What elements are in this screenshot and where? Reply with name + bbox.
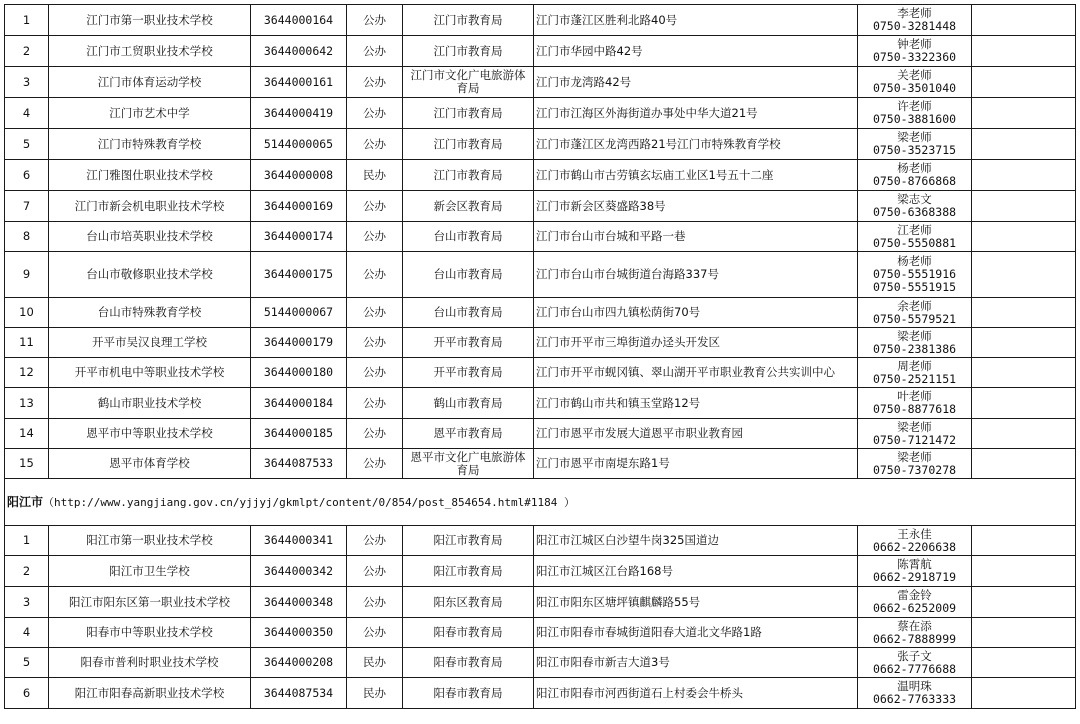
- contact-phone: 0750-3523715: [872, 143, 957, 157]
- yangjiang-table-body: [5, 526, 1076, 709]
- school-name: 恩平市中等职业技术学校: [49, 419, 251, 449]
- row-number: 5: [5, 129, 49, 160]
- contact-phone: 0662-2206638: [872, 539, 957, 554]
- school-address: 阳江市江城区江台路168号: [534, 556, 858, 587]
- school-address: 江门市新会区葵盛路38号: [534, 191, 858, 222]
- school-name: 阳江市阳春高新职业技术学校: [49, 678, 251, 709]
- authority: 阳春市教育局: [403, 678, 534, 709]
- contact-phone: 0662-7888999: [872, 631, 957, 646]
- school-type: 公办: [347, 556, 403, 587]
- school-address: 阳江市阳春市春城街道阳春大道北文华路1路: [534, 618, 858, 648]
- remark: [972, 222, 1076, 252]
- school-name: 台山市特殊教育学校: [49, 298, 251, 328]
- row-number: 15: [5, 449, 49, 479]
- section-header: [5, 479, 1076, 526]
- school-name: 台山市敬修职业技术学校: [49, 252, 251, 298]
- contact: [858, 98, 972, 129]
- table-row: [5, 648, 1076, 678]
- school-address: 阳江市阳东区塘坪镇麒麟路55号: [534, 587, 858, 618]
- contact-phone: 0750-3281448: [872, 19, 957, 33]
- school-type: 民办: [347, 678, 403, 709]
- school-code: 3644087533: [251, 449, 347, 479]
- school-code: 3644000642: [251, 36, 347, 67]
- school-type: 公办: [347, 98, 403, 129]
- contact: [858, 678, 972, 709]
- section-url[interactable]: （http://www.yangjiang.gov.cn/yjjyj/gkmlpt/content/0/854/post_854654.html#1184 ）: [43, 495, 575, 509]
- school-type: 民办: [347, 160, 403, 191]
- jiangmen-table-body: [5, 5, 1076, 479]
- remark: [972, 160, 1076, 191]
- table-row: [5, 222, 1076, 252]
- yangjiang-section: [5, 479, 1076, 526]
- table-row: [5, 252, 1076, 298]
- contact-person: 王永佳: [897, 526, 932, 541]
- school-name: 阳春市中等职业技术学校: [49, 618, 251, 648]
- school-address: 阳江市阳春市河西街道石上村委会牛桥头: [534, 678, 858, 709]
- remark: [972, 67, 1076, 98]
- table-row: [5, 358, 1076, 388]
- contact: [858, 160, 972, 191]
- school-type: 公办: [347, 388, 403, 419]
- contact-person: 梁老师: [897, 130, 932, 144]
- remark: [972, 5, 1076, 36]
- contact-person: 蔡在添: [897, 618, 932, 633]
- school-name: 江门市第一职业技术学校: [49, 5, 251, 36]
- remark: [972, 191, 1076, 222]
- contact-phone: 0750-3501040: [872, 81, 957, 95]
- school-type: 公办: [347, 587, 403, 618]
- school-address: 江门市恩平市发展大道恩平市职业教育园: [534, 419, 858, 449]
- school-code: 3644000169: [251, 191, 347, 222]
- table-row: [5, 129, 1076, 160]
- school-code: 3644000180: [251, 358, 347, 388]
- school-name: 开平市机电中等职业技术学校: [49, 358, 251, 388]
- school-address: 江门市蓬江区龙湾西路21号江门市特殊教育学校: [534, 129, 858, 160]
- contact-phone: 0750-5550881: [872, 235, 957, 250]
- school-type: 公办: [347, 298, 403, 328]
- contact: [858, 252, 972, 298]
- authority: 阳江市教育局: [403, 556, 534, 587]
- school-code: 3644000179: [251, 328, 347, 358]
- contact-person: 张子文: [897, 648, 932, 663]
- contact-person: 关老师: [897, 68, 932, 82]
- remark: [972, 98, 1076, 129]
- school-name: 江门雅图仕职业技术学校: [49, 160, 251, 191]
- school-code: 3644000350: [251, 618, 347, 648]
- school-code: 5144000067: [251, 298, 347, 328]
- school-name: 鹤山市职业技术学校: [49, 388, 251, 419]
- contact-person: 杨老师: [897, 161, 932, 175]
- table-row: [5, 98, 1076, 129]
- remark: [972, 648, 1076, 678]
- school-name: 阳江市阳东区第一职业技术学校: [49, 587, 251, 618]
- row-number: 3: [5, 587, 49, 618]
- contact: [858, 587, 972, 618]
- authority: 恩平市文化广电旅游体育局: [403, 449, 534, 479]
- contact-person: 梁老师: [897, 328, 932, 343]
- contact-phone: 0750-5551916: [872, 267, 957, 281]
- row-number: 10: [5, 298, 49, 328]
- school-code: 3644087534: [251, 678, 347, 709]
- authority: 江门市教育局: [403, 5, 534, 36]
- remark: [972, 526, 1076, 556]
- contact: [858, 526, 972, 556]
- contact-phone: 0750-3322360: [872, 50, 957, 64]
- school-code: 3644000342: [251, 556, 347, 587]
- school-code: 5144000065: [251, 129, 347, 160]
- school-address: 阳江市阳春市新吉大道3号: [534, 648, 858, 678]
- school-address: 江门市台山市台城街道台海路337号: [534, 252, 858, 298]
- school-type: 公办: [347, 252, 403, 298]
- contact-phone: 0750-6368388: [872, 205, 957, 219]
- row-number: 7: [5, 191, 49, 222]
- contact-phone: 0662-2918719: [872, 570, 957, 584]
- school-code: 3644000348: [251, 587, 347, 618]
- school-name: 阳春市普利时职业技术学校: [49, 648, 251, 678]
- authority: 开平市教育局: [403, 358, 534, 388]
- school-code: 3644000174: [251, 222, 347, 252]
- contact-person: 钟老师: [897, 37, 932, 51]
- remark: [972, 618, 1076, 648]
- remark: [972, 358, 1076, 388]
- remark: [972, 328, 1076, 358]
- school-address: 江门市鹤山市共和镇玉堂路12号: [534, 388, 858, 419]
- school-code: 3644000175: [251, 252, 347, 298]
- row-number: 13: [5, 388, 49, 419]
- contact: [858, 328, 972, 358]
- school-type: 民办: [347, 648, 403, 678]
- authority: 台山市教育局: [403, 252, 534, 298]
- section-city: 阳江市: [7, 494, 44, 509]
- contact-phone: 0750-7370278: [872, 462, 957, 477]
- contact: [858, 129, 972, 160]
- school-name: 江门市艺术中学: [49, 98, 251, 129]
- school-type: 公办: [347, 526, 403, 556]
- contact-person: 江老师: [897, 222, 932, 237]
- contact-person: 杨老师: [897, 254, 932, 268]
- authority: 阳江市教育局: [403, 526, 534, 556]
- table-row: [5, 5, 1076, 36]
- remark: [972, 419, 1076, 449]
- school-address: 江门市鹤山市古劳镇玄坛庙工业区1号五十二座: [534, 160, 858, 191]
- section-header-row: [5, 479, 1076, 526]
- school-address: 江门市蓬江区胜利北路40号: [534, 5, 858, 36]
- contact-person: 周老师: [897, 358, 932, 373]
- school-address: 江门市台山市四九镇松荫街70号: [534, 298, 858, 328]
- school-name: 江门市体育运动学校: [49, 67, 251, 98]
- authority: 台山市教育局: [403, 298, 534, 328]
- authority: 开平市教育局: [403, 328, 534, 358]
- remark: [972, 388, 1076, 419]
- contact-phone-secondary: 0750-5551915: [872, 280, 957, 294]
- row-number: 6: [5, 160, 49, 191]
- authority: 江门市教育局: [403, 36, 534, 67]
- authority: 阳春市教育局: [403, 648, 534, 678]
- school-code: 3644000161: [251, 67, 347, 98]
- school-name: 江门市新会机电职业技术学校: [49, 191, 251, 222]
- table-row: [5, 449, 1076, 479]
- school-name: 江门市工贸职业技术学校: [49, 36, 251, 67]
- contact-phone: 0750-8877618: [872, 402, 957, 416]
- school-table: [4, 4, 1076, 709]
- school-code: 3644000341: [251, 526, 347, 556]
- table-row: [5, 388, 1076, 419]
- contact-person: 李老师: [897, 6, 932, 20]
- school-address: 江门市江海区外海街道办事处中华大道21号: [534, 98, 858, 129]
- table-row: [5, 328, 1076, 358]
- remark: [972, 36, 1076, 67]
- authority: 阳东区教育局: [403, 587, 534, 618]
- row-number: 2: [5, 556, 49, 587]
- school-code: 3644000419: [251, 98, 347, 129]
- school-code: 3644000008: [251, 160, 347, 191]
- school-type: 公办: [347, 222, 403, 252]
- authority: 江门市文化广电旅游体育局: [403, 67, 534, 98]
- contact-person: 余老师: [897, 298, 932, 313]
- contact-person: 梁老师: [897, 449, 932, 464]
- remark: [972, 678, 1076, 709]
- table-row: [5, 160, 1076, 191]
- contact-phone: 0662-7776688: [872, 661, 957, 676]
- row-number: 3: [5, 67, 49, 98]
- school-type: 公办: [347, 449, 403, 479]
- school-address: 阳江市江城区白沙望牛岗325国道边: [534, 526, 858, 556]
- table-row: [5, 419, 1076, 449]
- row-number: 6: [5, 678, 49, 709]
- contact: [858, 67, 972, 98]
- school-type: 公办: [347, 129, 403, 160]
- contact: [858, 618, 972, 648]
- table-row: [5, 678, 1076, 709]
- row-number: 14: [5, 419, 49, 449]
- table-row: [5, 618, 1076, 648]
- table-row: [5, 556, 1076, 587]
- school-address: 江门市华园中路42号: [534, 36, 858, 67]
- contact-person: 梁老师: [897, 419, 932, 434]
- row-number: 1: [5, 5, 49, 36]
- table-row: [5, 191, 1076, 222]
- school-code: 3644000185: [251, 419, 347, 449]
- school-address: 江门市开平市三埠街道办迳头开发区: [534, 328, 858, 358]
- contact-person: 雷金铃: [897, 588, 932, 602]
- school-address: 江门市龙湾路42号: [534, 67, 858, 98]
- school-type: 公办: [347, 358, 403, 388]
- contact: [858, 556, 972, 587]
- contact: [858, 449, 972, 479]
- contact-person: 陈霄航: [897, 557, 932, 571]
- authority: 恩平市教育局: [403, 419, 534, 449]
- contact-phone: 0750-2521151: [872, 371, 957, 386]
- school-code: 3644000184: [251, 388, 347, 419]
- contact-phone: 0750-3881600: [872, 112, 957, 126]
- school-name: 阳江市卫生学校: [49, 556, 251, 587]
- school-name: 台山市培英职业技术学校: [49, 222, 251, 252]
- row-number: 12: [5, 358, 49, 388]
- table-row: [5, 67, 1076, 98]
- school-name: 开平市吴汉良理工学校: [49, 328, 251, 358]
- row-number: 5: [5, 648, 49, 678]
- contact-person: 许老师: [897, 99, 932, 113]
- contact: [858, 36, 972, 67]
- school-type: 公办: [347, 328, 403, 358]
- row-number: 2: [5, 36, 49, 67]
- school-type: 公办: [347, 191, 403, 222]
- authority: 阳春市教育局: [403, 618, 534, 648]
- contact: [858, 358, 972, 388]
- contact: [858, 648, 972, 678]
- school-code: 3644000164: [251, 5, 347, 36]
- contact-person: 温明珠: [897, 679, 932, 693]
- row-number: 8: [5, 222, 49, 252]
- contact-person: 梁志文: [897, 192, 932, 206]
- authority: 鹤山市教育局: [403, 388, 534, 419]
- contact-phone: 0750-8766868: [872, 174, 957, 188]
- row-number: 9: [5, 252, 49, 298]
- school-type: 公办: [347, 618, 403, 648]
- remark: [972, 298, 1076, 328]
- school-type: 公办: [347, 36, 403, 67]
- row-number: 4: [5, 618, 49, 648]
- row-number: 1: [5, 526, 49, 556]
- contact: [858, 5, 972, 36]
- table-row: [5, 298, 1076, 328]
- contact: [858, 298, 972, 328]
- contact-phone: 0662-7763333: [872, 692, 957, 706]
- school-type: 公办: [347, 419, 403, 449]
- school-type: 公办: [347, 67, 403, 98]
- remark: [972, 556, 1076, 587]
- school-address: 江门市开平市蚬冈镇、翠山湖开平市职业教育公共实训中心: [534, 358, 858, 388]
- authority: 台山市教育局: [403, 222, 534, 252]
- authority: 江门市教育局: [403, 160, 534, 191]
- school-code: 3644000208: [251, 648, 347, 678]
- table-row: [5, 587, 1076, 618]
- remark: [972, 252, 1076, 298]
- school-address: 江门市台山市台城和平路一巷: [534, 222, 858, 252]
- contact-phone: 0750-2381386: [872, 341, 957, 356]
- contact: [858, 388, 972, 419]
- authority: 江门市教育局: [403, 129, 534, 160]
- school-address: 江门市恩平市南堤东路1号: [534, 449, 858, 479]
- row-number: 4: [5, 98, 49, 129]
- contact-phone: 0750-7121472: [872, 432, 957, 447]
- authority: 江门市教育局: [403, 98, 534, 129]
- contact: [858, 191, 972, 222]
- row-number: 11: [5, 328, 49, 358]
- remark: [972, 587, 1076, 618]
- school-name: 江门市特殊教育学校: [49, 129, 251, 160]
- contact-person: 叶老师: [897, 389, 932, 403]
- contact-phone: 0750-5579521: [872, 311, 957, 326]
- school-type: 公办: [347, 5, 403, 36]
- authority: 新会区教育局: [403, 191, 534, 222]
- remark: [972, 449, 1076, 479]
- table-row: [5, 526, 1076, 556]
- school-name: 恩平市体育学校: [49, 449, 251, 479]
- contact-phone: 0662-6252009: [872, 601, 957, 615]
- remark: [972, 129, 1076, 160]
- contact: [858, 222, 972, 252]
- school-name: 阳江市第一职业技术学校: [49, 526, 251, 556]
- table-row: [5, 36, 1076, 67]
- contact: [858, 419, 972, 449]
